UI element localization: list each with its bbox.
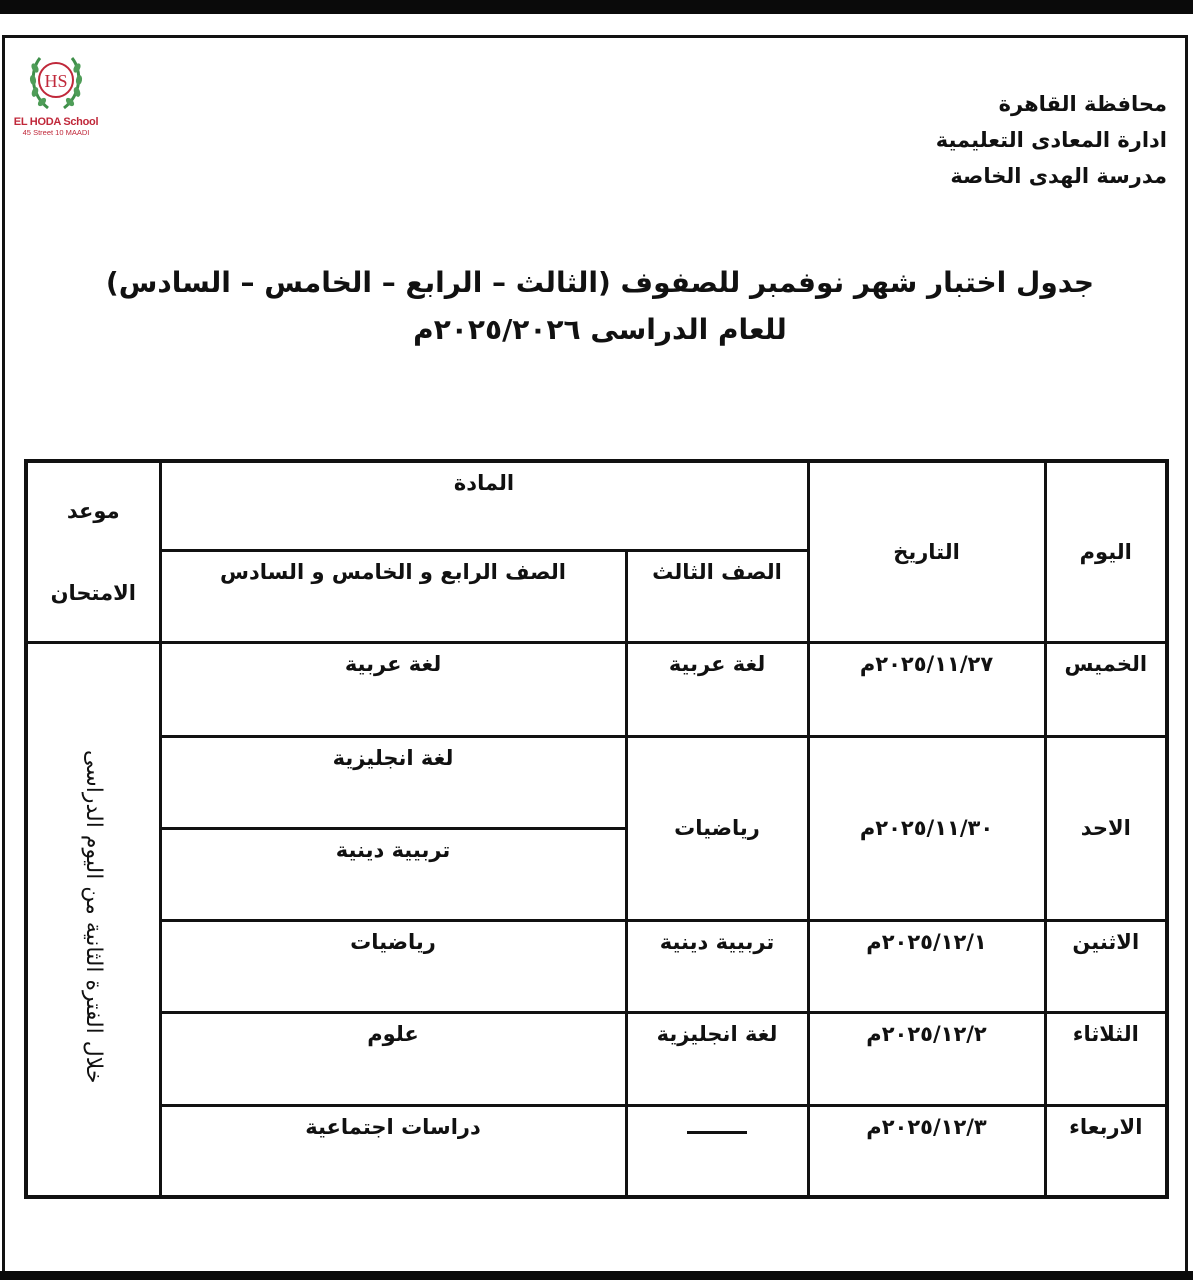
row-date: ٢٠٢٥/١٢/٣م xyxy=(808,1105,1045,1197)
table-row xyxy=(26,642,1167,736)
header-grades-4-5-6: الصف الرابع و الخامس و السادس xyxy=(160,550,626,642)
header-exam-time-line-2: الامتحان xyxy=(50,580,136,605)
table-row xyxy=(26,736,1167,828)
bottom-black-bar xyxy=(0,1271,1193,1280)
row-grades-4-6-subject: لغة انجليزية xyxy=(160,736,626,828)
table-row xyxy=(26,920,1167,1012)
laurel-wreath-icon xyxy=(26,50,86,116)
governorate-label: محافظة القاهرة xyxy=(998,92,1167,116)
row-date: ٢٠٢٥/١٢/٢م xyxy=(808,1012,1045,1105)
school-logo xyxy=(8,50,104,137)
row-grade-3-subject: لغة انجليزية xyxy=(626,1012,808,1105)
row-day: الاحد xyxy=(1045,736,1167,920)
svg-text:HS: HS xyxy=(44,71,68,91)
administration-label: ادارة المعادى التعليمية xyxy=(935,128,1167,152)
exam-time-note: خلال الفترة الثانية من اليوم الدراسى xyxy=(80,750,106,1084)
exam-time-note-cell xyxy=(26,642,160,1197)
row-grades-4-6-subject: رياضيات xyxy=(160,920,626,1012)
logo-school-name: EL HODA School xyxy=(13,116,99,128)
header-exam-time xyxy=(26,461,160,642)
title-line-1: جدول اختبار شهر نوفمبر للصفوف (الثالث – الرابع – الخامس – السادس) xyxy=(105,266,1095,299)
row-grade-3-subject: لغة عربية xyxy=(626,642,808,736)
row-grades-4-6-subject: علوم xyxy=(160,1012,626,1105)
header-date: التاريخ xyxy=(808,461,1045,642)
header-subject: المادة xyxy=(160,461,808,550)
header-exam-time-line-1: موعد xyxy=(66,498,120,523)
row-grade-3-subject: تربيية دينية xyxy=(626,920,808,1012)
exam-schedule-table xyxy=(24,459,1169,1199)
top-black-bar xyxy=(0,0,1193,14)
row-day: الاربعاء xyxy=(1045,1105,1167,1197)
table-row xyxy=(26,1012,1167,1105)
row-day: الثلاثاء xyxy=(1045,1012,1167,1105)
header-grade-3: الصف الثالث xyxy=(626,550,808,642)
row-day: الخميس xyxy=(1045,642,1167,736)
header-day: اليوم xyxy=(1045,461,1167,642)
table-row xyxy=(26,1105,1167,1197)
title-line-2: للعام الدراسى ٢٠٢٥/٢٠٢٦م xyxy=(413,313,787,346)
logo-address: 45 Street 10 MAADI xyxy=(22,128,90,137)
row-grades-4-6-subject: دراسات اجتماعية xyxy=(160,1105,626,1197)
row-grades-4-6-subject: تربيية دينية xyxy=(160,828,626,920)
row-date: ٢٠٢٥/١١/٢٧م xyxy=(808,642,1045,736)
header-row-1 xyxy=(26,461,1167,550)
row-date: ٢٠٢٥/١٢/١م xyxy=(808,920,1045,1012)
row-day: الاثنين xyxy=(1045,920,1167,1012)
row-grades-4-6-subject: لغة عربية xyxy=(160,642,626,736)
row-grade-3-subject xyxy=(626,1105,808,1197)
row-grade-3-subject: رياضيات xyxy=(626,736,808,920)
empty-dash xyxy=(687,1131,747,1134)
school-name-label: مدرسة الهدى الخاصة xyxy=(950,164,1167,188)
row-date: ٢٠٢٥/١١/٣٠م xyxy=(808,736,1045,920)
organization-header xyxy=(936,86,1167,194)
document-title xyxy=(60,258,1140,352)
